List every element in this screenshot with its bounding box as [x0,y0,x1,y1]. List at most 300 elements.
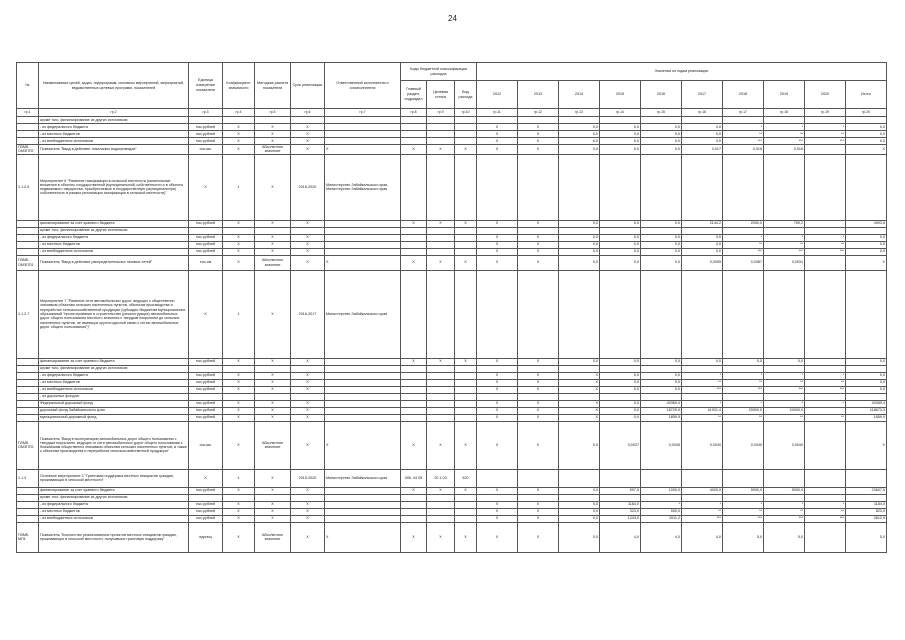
table-cell [401,494,427,501]
table-cell: Х [477,124,518,131]
table-cell [559,365,600,372]
table-cell [600,227,641,234]
table-cell: тыс.рублей [189,407,223,414]
table-cell: 0,0 [641,372,682,379]
table-cell: Х [291,234,325,241]
table-cell: тыс.рублей [189,138,223,145]
table-cell: Х [518,138,559,145]
table-cell [477,494,518,501]
table-cell: *** [682,386,723,393]
table-cell: * [723,124,764,131]
table-cell: 0,017 [682,145,723,155]
table-cell: Х [325,522,401,552]
table-cell: Х [477,515,518,522]
table-cell [559,154,600,220]
table-cell: 0,0 [723,358,764,365]
table-cell: 20000,0 [764,407,805,414]
table-cell: *** [805,138,846,145]
table-cell: ** [805,414,846,421]
table-cell: Х [401,522,427,552]
table-cell [600,117,641,124]
row-title-cell: кроме того, финансирование из других источников: [39,117,189,124]
table-cell [518,270,559,358]
table-cell: *** [764,138,805,145]
table-cell [325,365,401,372]
table-cell [17,248,39,255]
header-kbk-col: Целевая статья [427,81,455,109]
table-cell: Х [291,358,325,365]
table-cell [641,393,682,400]
table-cell [17,393,39,400]
table-cell: 0,0 [682,358,723,365]
table-cell: * [723,501,764,508]
table-cell: тыс.км [189,255,223,270]
table-cell: 2812,9 [846,515,887,522]
table-cell: 597,5 [600,487,641,494]
table-cell: ** [723,131,764,138]
table-cell: ** [682,379,723,386]
table-cell: *** [805,386,846,393]
header-year: 2019 [764,81,805,109]
table-row [17,494,887,501]
table-cell [723,365,764,372]
table-cell: Х [291,501,325,508]
row-title-cell: Показатель "Ввод в действие локальных водопроводов" [39,145,189,155]
table-cell [805,494,846,501]
table-cell: * [805,372,846,379]
table-row [17,145,887,155]
table-row [17,379,887,386]
table-cell [427,234,455,241]
table-cell: 0,0 [846,372,887,379]
table-cell [455,501,477,508]
table-cell: Х [518,255,559,270]
table-cell [189,365,223,372]
table-cell [805,522,846,552]
table-cell: 769,2 [764,220,805,227]
table-cell [401,365,427,372]
table-cell: Х [291,407,325,414]
table-cell [189,117,223,124]
table-cell: 0,0 [641,255,682,270]
table-cell [401,414,427,421]
table-cell: Х [518,508,559,515]
table-cell [455,227,477,234]
table-cell: Х [477,145,518,155]
table-cell: 1 [223,270,255,358]
table-cell: * [764,124,805,131]
table-cell: * [764,501,805,508]
table-cell: 0,0 [846,358,887,365]
row-title-cell: Мероприятие 6 "Развитие газификации в сельской местности (капитальные вложения в объекты государственной (муниципальной) собственности и в объекты недвижимого имущества, приобретаемые в государственную (муниципальную) собственность в рамках реализации газификации в сельской местности)" [39,154,189,220]
table-cell [325,227,401,234]
table-cell: Х [518,407,559,414]
table-cell [805,407,846,414]
table-cell: Х [223,487,255,494]
row-title-cell: - из местных бюджетов [39,508,189,515]
table-cell: *** [764,515,805,522]
table-cell: Х [455,220,477,227]
table-cell: Х [255,220,291,227]
row-title-cell: - из дорожных фондов: [39,393,189,400]
table-cell: 0,0 [600,241,641,248]
table-cell [325,248,401,255]
table-cell [764,270,805,358]
table-cell [518,227,559,234]
table-cell [325,494,401,501]
table-cell: 0,0 [559,234,600,241]
table-cell [600,270,641,358]
table-cell: Х [291,372,325,379]
table-cell: Х [559,407,600,414]
table-row [17,124,887,131]
row-title-cell: Показатель "Ввод в эксплуатацию автомобильных дорог общего пользования с твердым покрытием, ведущих от сети автомобильных дорог общего пользования к ближайшим общественно значимым объектам сельских населенных пунктов, а также к объектам производства и переработки сельскохозяйственной продукции" [39,421,189,469]
table-row [17,248,887,255]
table-cell: 2015-2020 [291,469,325,487]
table-cell [427,407,455,414]
table-cell [559,270,600,358]
table-cell [427,241,455,248]
table-cell [255,227,291,234]
table-cell [401,508,427,515]
table-cell [559,393,600,400]
table-cell: 0,0 [600,407,641,414]
table-cell [255,117,291,124]
table-cell: Х [477,131,518,138]
table-cell: Х [291,414,325,421]
table-cell: 0,0031 [764,255,805,270]
table-cell [723,469,764,487]
header-exec: Ответственный исполнитель и соисполнители [325,63,401,109]
table-cell: * [805,234,846,241]
table-cell [255,393,291,400]
table-cell: Х [223,372,255,379]
table-cell [455,124,477,131]
table-cell [764,494,805,501]
table-cell: Х [291,487,325,494]
table-cell [805,393,846,400]
table-cell: Х [255,234,291,241]
table-cell: Х [223,358,255,365]
table-cell [600,365,641,372]
table-cell: 0,0 [559,145,600,155]
table-cell: 1 [223,154,255,220]
table-cell: Х [291,515,325,522]
table-cell: Х [477,255,518,270]
table-cell: Х [255,407,291,414]
table-cell: 1184,0 [846,501,887,508]
table-cell: Х [223,220,255,227]
table-cell [17,414,39,421]
table-cell: 0,0 [559,248,600,255]
table-cell [17,241,39,248]
table-cell [455,515,477,522]
row-title-cell: кроме того, финансирование из других источников: [39,494,189,501]
table-cell: ** [764,508,805,515]
table-cell: Х [455,487,477,494]
table-cell: 0,0 [600,358,641,365]
table-cell: Х [559,379,600,386]
table-cell [477,227,518,234]
table-cell: 5,0 [723,522,764,552]
table-cell: 0,0 [559,508,600,515]
table-cell [846,365,887,372]
table-cell: Х [291,386,325,393]
table-cell: Х [223,414,255,421]
table-cell [401,386,427,393]
table-cell: ПЗМБ ОМЗПП2 [17,145,39,155]
table-cell: 0,0 [682,124,723,131]
table-cell [17,515,39,522]
table-cell: Министерство Забайкальского края [325,469,401,487]
table-cell [641,365,682,372]
table-cell: ** [805,131,846,138]
table-cell: Х [325,145,401,155]
table-cell: Х [223,234,255,241]
column-number: гр.16 [682,109,723,117]
table-cell: Х [291,400,325,407]
table-cell: Абсолютное значение [255,421,291,469]
table-cell: 1.1.3 [17,469,39,487]
table-cell: Х [401,421,427,469]
table-cell [455,379,477,386]
table-cell: Х [455,522,477,552]
table-cell: 1859,9 [641,414,682,421]
table-cell: Х [518,400,559,407]
table-cell: 16729,9 [641,407,682,414]
table-cell [641,117,682,124]
table-cell [805,117,846,124]
table-cell [805,487,846,494]
table-cell: ** [682,508,723,515]
header-year: 2015 [600,81,641,109]
table-cell: тыс.рублей [189,508,223,515]
table-cell: 1859,9 [846,414,887,421]
header-name: Наименование целей, задач, подпрограмм, основных мероприятий, мероприятий, ведомственных целевых программ, показателей [39,63,189,109]
table-cell [17,508,39,515]
table-cell: Х [518,145,559,155]
table-cell: 0,0 [600,145,641,155]
row-title-cell: финансирование за счет краевого бюджета [39,220,189,227]
table-cell: Х [291,508,325,515]
table-cell [805,255,846,270]
table-cell: 0,0 [600,248,641,255]
table-cell: 2016-2020 [291,154,325,220]
table-cell: 0,0 [641,248,682,255]
table-cell: Х [559,414,600,421]
table-cell: Х [291,138,325,145]
table-cell: 0,0 [846,386,887,393]
table-cell: 0,0 [559,131,600,138]
table-cell: 0,0 [559,487,600,494]
table-cell: Х [477,358,518,365]
table-cell [518,117,559,124]
table-cell: тыс.км. [189,145,223,155]
table-cell [477,270,518,358]
row-title-cell: Основное мероприятие 3 "Грантовая поддержка местных инициатив граждан, проживающих в сельской местности" [39,469,189,487]
table-cell: Х [846,421,887,469]
table-cell: 5000,0 [764,487,805,494]
table-cell: * [682,501,723,508]
table-cell [17,124,39,131]
table-cell: 0,0 [846,241,887,248]
table-cell: тыс.рублей [189,487,223,494]
table-row [17,365,887,372]
table-cell [455,393,477,400]
table-cell: тыс.рублей [189,501,223,508]
table-cell: Х [255,501,291,508]
column-number: гр.7 [325,109,401,117]
table-cell [427,501,455,508]
table-cell: 0,0 [600,234,641,241]
table-cell: 4,0 [641,522,682,552]
table-cell [325,393,401,400]
table-cell: Х [477,234,518,241]
table-cell: 0,0 [641,358,682,365]
table-cell [641,469,682,487]
table-cell: 1511,2 [641,515,682,522]
table-cell [325,487,401,494]
table-cell: Х [223,400,255,407]
header-method: Методика расчета показателя [255,63,291,109]
table-cell: 0,0087 [723,255,764,270]
table-cell [17,379,39,386]
row-title-cell: Мероприятие 7 "Развитие сети автомобильных дорог, ведущих к общественно значимым объектам сельских населенных пунктов, объектам производства и переработки сельскохозяйственной продукции (субсидии бюджетам муниципальных образований "проектирование и строительство (реконструкция) автомобильных дорог общего пользования местного значения с твердым покрытием до сельских населенных пунктов, не имеющих круглогодичной связи с сетью автомобильных дорог общего пользования")" [39,270,189,358]
table-cell [723,154,764,220]
table-cell: 0,0 [559,255,600,270]
table-cell: 0,016 [723,145,764,155]
table-cell [325,386,401,393]
table-cell: Х [291,131,325,138]
table-cell [723,393,764,400]
table-cell: * [805,124,846,131]
table-cell: 323,0 [600,508,641,515]
table-cell [401,270,427,358]
table-cell: Х [291,220,325,227]
table-cell: Х [291,379,325,386]
table-cell: Х [189,154,223,220]
row-title-cell: кроме того, финансирование из других источников: [39,365,189,372]
table-cell [17,487,39,494]
table-cell: Х [427,421,455,469]
table-cell: Х [255,138,291,145]
column-number: гр.2 [39,109,189,117]
table-cell [401,515,427,522]
table-cell [325,138,401,145]
table-cell [805,270,846,358]
column-number: гр.14 [600,109,641,117]
table-cell: тыс.рублей [189,234,223,241]
table-row [17,407,887,414]
row-title-cell: - из местных бюджетов [39,131,189,138]
table-cell [223,365,255,372]
table-cell [682,494,723,501]
table-cell [325,379,401,386]
table-cell [401,248,427,255]
table-cell [559,494,600,501]
table-cell: 1 [223,469,255,487]
table-cell: Х [291,255,325,270]
table-cell: *** [723,138,764,145]
table-cell [723,494,764,501]
table-cell [427,494,455,501]
table-cell: 1.1.2.6 [17,154,39,220]
table-cell: тыс.рублей [189,372,223,379]
table-cell: * [682,372,723,379]
table-cell [427,248,455,255]
table-cell: 0,0 [559,515,600,522]
table-cell: 0,0040 [764,421,805,469]
table-cell [401,372,427,379]
table-cell [291,393,325,400]
table-cell [291,227,325,234]
row-title-cell: - из внебюджетных источников [39,138,189,145]
table-cell [291,117,325,124]
program-table [16,62,887,553]
table-cell [805,220,846,227]
table-cell [455,414,477,421]
table-cell: 4,0 [682,522,723,552]
table-cell: * [682,400,723,407]
column-number: гр.5 [255,109,291,117]
table-cell [600,469,641,487]
table-cell: 40369,4 [846,400,887,407]
table-cell [455,508,477,515]
table-cell: Х [255,154,291,220]
header-year: 2016 [641,81,682,109]
table-cell: Х [559,400,600,407]
table-cell [17,138,39,145]
table-cell [17,234,39,241]
header-kbk-col: Главный раздел, подраздел [401,81,427,109]
table-cell: Х [255,469,291,487]
table-cell: Х [518,358,559,365]
table-row [17,270,887,358]
table-cell [401,407,427,414]
table-cell: 1243,0 [600,515,641,522]
table-cell: Х [223,138,255,145]
table-cell: 5,0 [764,522,805,552]
table-cell: Х [291,241,325,248]
table-cell: 0,0 [641,145,682,155]
table-cell: Х [477,372,518,379]
header-kbk: Коды бюджетной классификации расходов [401,63,477,81]
table-cell: Абсолютное значение [255,522,291,552]
table-cell [401,393,427,400]
table-cell: *** [764,386,805,393]
table-cell [427,117,455,124]
table-cell: 23607,5 [846,487,887,494]
row-title-cell: - из федерального бюджета [39,234,189,241]
table-row [17,241,887,248]
table-cell: 0,0 [600,400,641,407]
table-cell: Х [518,248,559,255]
table-cell: Х [291,522,325,552]
table-cell: Х [255,386,291,393]
table-cell: Х [401,220,427,227]
table-cell [223,227,255,234]
table-cell [805,227,846,234]
table-cell: *** [723,515,764,522]
table-cell: тыс.рублей [189,220,223,227]
table-cell: Х [477,407,518,414]
table-cell: *** [805,515,846,522]
table-cell: 41931,4 [682,407,723,414]
table-cell: Х [223,421,255,469]
table-row [17,508,887,515]
table-cell: Х [518,234,559,241]
table-cell [427,400,455,407]
